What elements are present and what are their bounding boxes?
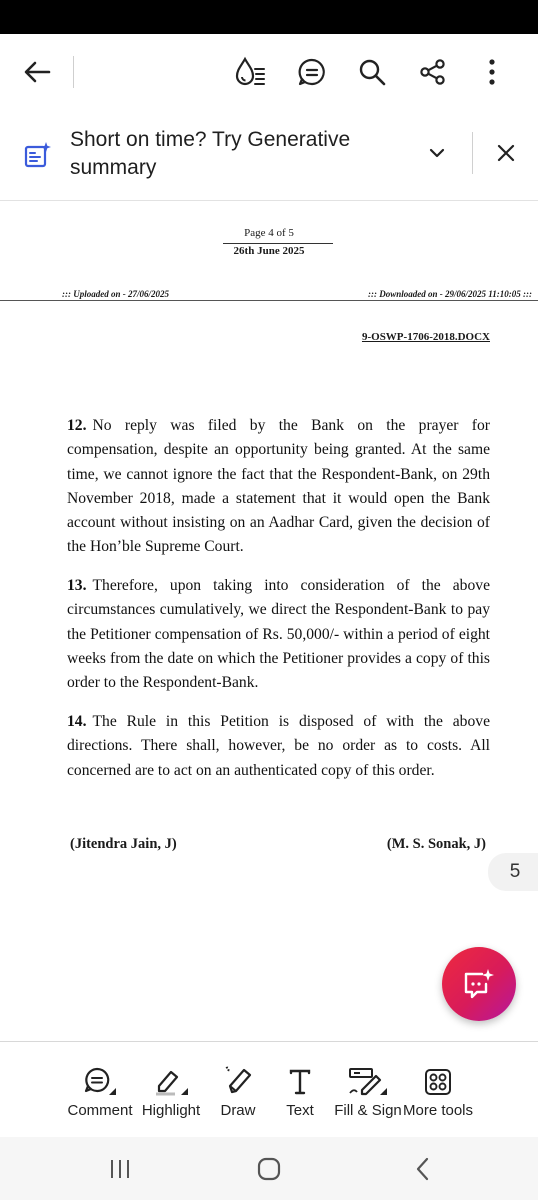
search-icon <box>358 58 386 86</box>
ai-summary-icon <box>23 141 51 169</box>
paragraph-12 <box>67 414 490 560</box>
tool-fill-sign[interactable] <box>334 1042 402 1138</box>
app-bar <box>0 34 538 109</box>
paragraph-number: 13. <box>67 577 87 594</box>
stamp-rule <box>0 300 538 301</box>
downloaded-stamp: ::: Downloaded on - 29/06/2025 11:10:05 ::: <box>368 289 532 299</box>
comment-icon <box>83 1066 117 1096</box>
generative-summary-icon-wrap <box>22 140 52 170</box>
more-tools-icon <box>424 1068 452 1096</box>
tool-highlight[interactable] <box>138 1042 204 1138</box>
home-button[interactable] <box>247 1149 291 1189</box>
close-banner-button[interactable] <box>489 136 523 170</box>
tool-label: Draw <box>220 1102 256 1119</box>
fill-sign-icon <box>348 1066 388 1096</box>
document-page[interactable] <box>0 201 538 1041</box>
system-back-button[interactable] <box>400 1149 444 1189</box>
app-bar-divider <box>73 56 74 88</box>
tool-label: More tools <box>402 1102 474 1119</box>
back-button[interactable] <box>16 52 58 92</box>
comments-button[interactable] <box>290 50 334 94</box>
back-chevron-icon <box>415 1157 429 1181</box>
paragraph-13 <box>67 574 490 695</box>
overflow-menu-button[interactable] <box>474 50 510 94</box>
page-header-rule <box>223 243 333 244</box>
paragraph-number: 14. <box>67 713 87 730</box>
generative-summary-banner <box>0 108 538 201</box>
recent-apps-button[interactable] <box>98 1149 142 1189</box>
comment-bubble-icon <box>297 57 327 87</box>
home-icon <box>257 1157 281 1181</box>
tool-comment[interactable] <box>64 1042 136 1138</box>
tool-label: Fill & Sign <box>334 1102 402 1119</box>
recent-apps-icon <box>109 1158 131 1180</box>
page-number-label: Page 4 of 5 <box>244 227 294 239</box>
paragraph-text: Therefore, upon taking into consideration of the above circumstances cumulatively, we direct the Respondent-Bank to pay the Petitioner compensation of Rs. 50,000/- within a period of eight weeks from the date on which the Petitioner provides a copy of this order to the Respondent-Bank. <box>67 577 490 692</box>
close-icon <box>497 144 515 162</box>
generative-summary-prompt[interactable]: Short on time? Try Generative summary <box>70 128 351 179</box>
paragraph-14 <box>67 710 490 783</box>
signature-right: (M. S. Sonak, J) <box>386 836 486 852</box>
ai-assistant-button[interactable] <box>442 947 516 1021</box>
uploaded-stamp: ::: Uploaded on - 27/06/2025 <box>62 289 169 299</box>
draw-icon <box>222 1064 254 1096</box>
status-bar <box>0 0 538 34</box>
more-vertical-icon <box>488 59 496 85</box>
liquid-mode-button[interactable] <box>228 50 272 94</box>
tool-label: Highlight <box>141 1102 201 1119</box>
search-button[interactable] <box>350 50 394 94</box>
order-date: 26th June 2025 <box>233 245 305 257</box>
chevron-down-icon <box>429 148 445 158</box>
expand-banner-button[interactable] <box>420 136 454 170</box>
paragraph-number: 12. <box>67 417 87 434</box>
liquid-mode-icon <box>233 56 267 88</box>
paragraph-text: The Rule in this Petition is disposed of with the above directions. There shall, however, be no order as to costs. All concerned are to act on an authenticated copy of this order. <box>67 713 490 779</box>
tool-more-tools[interactable] <box>403 1042 473 1138</box>
tool-label: Text <box>286 1102 314 1119</box>
signature-left: (Jitendra Jain, J) <box>70 836 177 852</box>
back-arrow-icon <box>23 60 51 84</box>
tool-text[interactable] <box>278 1042 322 1138</box>
banner-divider <box>472 132 473 174</box>
share-button[interactable] <box>411 50 455 94</box>
ai-assistant-icon <box>462 968 496 1000</box>
page-indicator[interactable]: 5 <box>488 853 538 891</box>
tools-toolbar <box>0 1041 538 1138</box>
system-navigation-bar <box>0 1137 538 1200</box>
text-icon <box>288 1068 312 1096</box>
document-reference: 9-OSWP-1706-2018.DOCX <box>361 331 490 343</box>
tool-draw[interactable] <box>212 1042 264 1138</box>
share-icon <box>419 58 447 86</box>
tool-label: Comment <box>67 1102 133 1119</box>
highlight-icon <box>153 1066 189 1096</box>
paragraph-text: No reply was filed by the Bank on the prayer for compensation, despite an opportunity being granted. At the same time, we cannot ignore the fact that the Respondent-Bank, on 29th November 2018, made a statement that it would open the Bank account without insisting on an Aadhar Card, given the decision of the Hon’ble Supreme Court. <box>67 417 490 556</box>
